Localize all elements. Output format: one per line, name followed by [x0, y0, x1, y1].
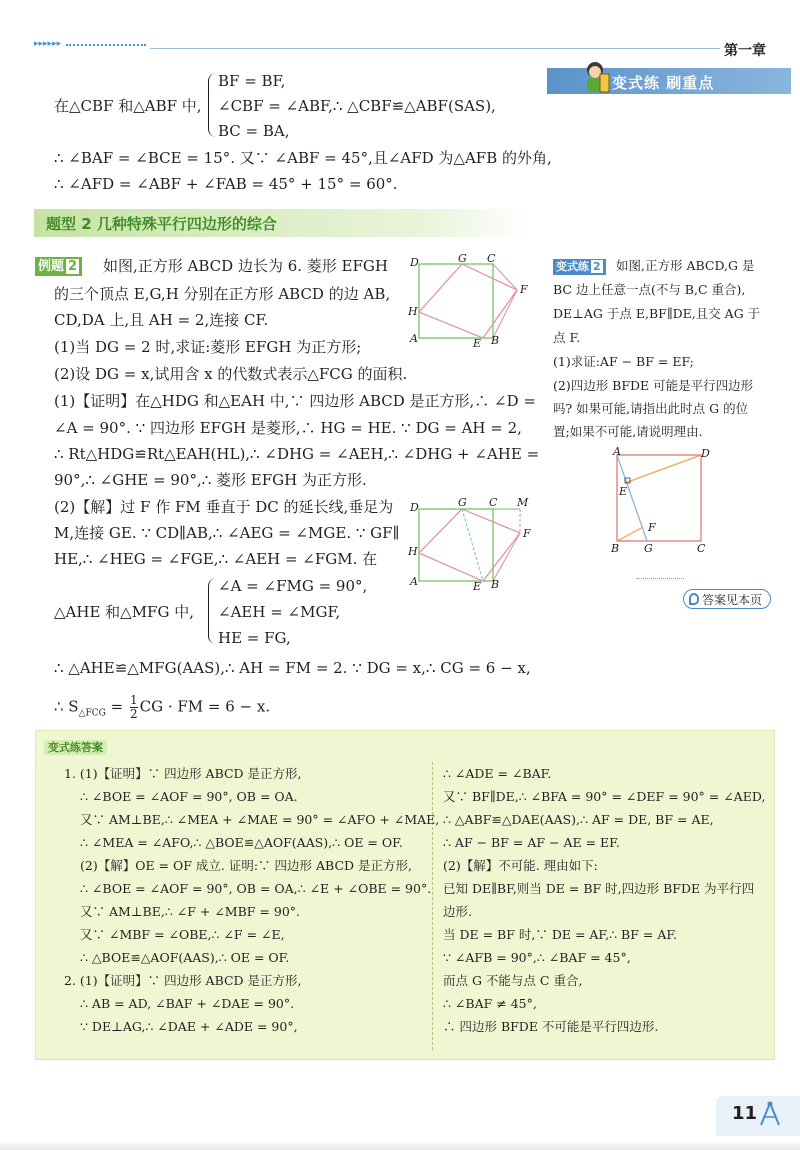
example-line: 的三个顶点 E,G,H 分别在正方形 ABCD 的边 AB,	[54, 285, 391, 303]
example-line: ∴ Rt△HDG≌Rt△EAH(HL),∴ ∠DHG = ∠AEH,∴ ∠DHG + ∠AHE =	[54, 445, 540, 463]
example-line: ∴ △AHE≌△MFG(AAS),∴ AH = FM = 2. ∵ DG = x,∴ CG = 6 − x,	[54, 659, 531, 677]
example-line: 90°,∴ ∠GHE = 90°,∴ 菱形 EFGH 为正方形.	[54, 471, 367, 489]
mascot-icon	[578, 58, 612, 96]
answer-right-line: (2)【解】不可能. 理由如下:	[443, 858, 598, 873]
figure-square-rhombus	[405, 252, 540, 347]
variant-line: 置;如果不可能,请说明理由.	[553, 424, 703, 439]
answer-right-line: ∴ AF − BF = AF − AE = EF.	[443, 835, 620, 850]
answer-right-line: ∵ ∠AFB = 90°,∴ ∠BAF = 45°,	[443, 950, 631, 965]
area-formula: ∴ $S_{\triangle FCG}$ = $\frac{1}{2}$ CG · FM = 6 − x.	[54, 693, 271, 721]
answer-left-line: ∴ △BOE≌△AOF(AAS),∴ OE = OF.	[80, 950, 290, 965]
answer-right-line: ∴ △ABF≌△DAE(AAS),∴ AF = DE, BF = AE,	[443, 812, 714, 827]
answer-left-line: ∵ DE⊥AG,∴ ∠DAE + ∠ADE = 90°,	[80, 1019, 298, 1034]
example-line: (2)设 DG = x,试用含 x 的代数式表示△FCG 的面积.	[54, 365, 408, 383]
example-line: (1)【证明】在△HDG 和△EAH 中,∵ 四边形 ABCD 是正方形,∴ ∠D =	[54, 392, 536, 410]
answer-left-line: ∴ ∠BOE = ∠AOF = 90°, OB = OA,∴ ∠E + ∠OBE = 90°.	[80, 881, 432, 896]
label: H	[408, 545, 418, 558]
variant-line: DE⊥AG 于点 E,BF∥DE,且交 AG 于	[553, 306, 761, 321]
label: C	[697, 542, 706, 555]
chapter-title: 第一章	[724, 43, 766, 59]
label: C	[487, 252, 496, 265]
label: G	[458, 496, 467, 509]
intro-prefix: 在△CBF 和△ABF 中,	[54, 97, 202, 115]
variant-line: 如图,正方形 ABCD,G 是	[616, 258, 755, 273]
answer-left-line: ∴ ∠MEA = ∠AFO,∴ △BOE≌△AOF(AAS),∴ OE = OF.	[80, 835, 403, 850]
intro-line: ∴ ∠AFD = ∠ABF + ∠FAB = 45° + 15° = 60°.	[54, 175, 398, 193]
variant-line: (2)四边形 BFDE 可能是平行四边形	[553, 378, 754, 393]
page-edge-shadow	[0, 1140, 800, 1150]
brace-line: BF = BF,	[218, 72, 286, 90]
answer-left-line: 1. (1)【证明】∵ 四边形 ABCD 是正方形,	[64, 766, 302, 781]
dotted-rule	[636, 578, 684, 579]
answer-right-line: ∴ ∠BAF ≠ 45°,	[443, 996, 537, 1011]
variant-tag: 变式练 2	[553, 259, 606, 275]
answer-right-line: 已知 DE∥BF,则当 DE = BF 时,四边形 BFDE 为平行四	[443, 881, 755, 896]
figure-square-rhombus-fm	[405, 495, 540, 590]
label: M	[517, 496, 529, 509]
example-tag: 例题 2	[35, 257, 82, 276]
label: B	[491, 334, 500, 347]
label: E	[619, 485, 628, 498]
brace-line: ∠A = ∠FMG = 90°,	[218, 577, 368, 595]
brace-line: ∠CBF = ∠ABF,∴ △CBF≌△ABF(SAS),	[218, 97, 496, 115]
variant-line: (1)求证:AF − BF = EF;	[553, 354, 694, 369]
label: G	[644, 542, 653, 555]
variant-line: 吗? 如果可能,请指出此时点 G 的位	[553, 401, 749, 416]
label: D	[701, 447, 710, 460]
label: A	[613, 445, 621, 458]
answer-box-title: 变式练答案	[44, 740, 107, 755]
brace	[208, 73, 216, 137]
answer-left-line: 又∵ AM⊥BE,∴ ∠F + ∠MBF = 90°.	[80, 904, 301, 919]
label: B	[491, 578, 500, 590]
label: F	[520, 283, 528, 296]
answer-right-line: 边形.	[443, 904, 472, 919]
side-banner-title: 变式练 刷重点	[612, 74, 715, 92]
answer-left-line: 又∵ AM⊥BE,∴ ∠MEA + ∠MAE = 90° = ∠AFO + ∠MAE,	[80, 812, 440, 827]
answer-left-line: 又∵ ∠MBF = ∠OBE,∴ ∠F = ∠E,	[80, 927, 285, 942]
answer-left-line: ∴ AB = AD, ∠BAF + ∠DAE = 90°.	[80, 996, 295, 1011]
label: B	[611, 542, 620, 555]
example-line: CD,DA 上,且 AH = 2,连接 CF.	[54, 311, 269, 329]
variant-line: BC 边上任意一点(不与 B,C 重合),	[553, 282, 746, 297]
label: A	[410, 332, 418, 345]
label: A	[410, 575, 418, 588]
label: F	[648, 521, 656, 534]
answer-right-line: 当 DE = BF 时,∵ DE = AF,∴ BF = AF.	[443, 927, 678, 942]
brace	[208, 578, 216, 644]
brace2-prefix: △AHE 和△MFG 中,	[54, 603, 194, 621]
label: D	[410, 501, 419, 514]
brace-line: HE = FG,	[218, 629, 291, 647]
answer-link-tag[interactable]: 答案见本页	[683, 589, 771, 609]
example-line: M,连接 GE. ∵ CD∥AB,∴ ∠AEG = ∠MGE. ∵ GF∥	[54, 524, 400, 542]
example-line: (2)【解】过 F 作 FM 垂直于 DC 的延长线,垂足为	[54, 498, 394, 516]
example-line: (1)当 DG = 2 时,求证:菱形 EFGH 为正方形;	[54, 338, 362, 356]
label: C	[489, 496, 498, 509]
header-dotted-rule	[66, 44, 146, 46]
section-title: 题型 2 几种特殊平行四边形的综合	[46, 215, 277, 233]
figure-square-ag	[605, 445, 715, 557]
variant-line: 点 F.	[553, 330, 581, 345]
label: F	[523, 527, 531, 540]
answer-right-line: 又∵ BF∥DE,∴ ∠BFA = 90° = ∠DEF = 90° = ∠AED,	[443, 789, 766, 804]
example-line: HE,∴ ∠HEG = ∠FGE,∴ ∠AEH = ∠FGM. 在	[54, 550, 378, 568]
answer-right-line: ∴ 四边形 BFDE 不可能是平行四边形.	[443, 1019, 659, 1034]
label: H	[408, 305, 418, 318]
answer-left-line: 2. (1)【证明】∵ 四边形 ABCD 是正方形,	[64, 973, 302, 988]
page-number: 11	[732, 1103, 758, 1124]
key-icon	[689, 593, 699, 605]
answer-right-line: 而点 G 不能与点 C 重合,	[443, 973, 583, 988]
brace-line: ∠AEH = ∠MGF,	[218, 603, 341, 621]
header-rule	[150, 48, 720, 49]
label: D	[410, 256, 419, 269]
answer-left-line: ∴ ∠BOE = ∠AOF = 90°, OB = OA.	[80, 789, 298, 804]
label: E	[473, 580, 482, 590]
brace-line: BC = BA,	[218, 122, 290, 140]
label: E	[473, 337, 482, 347]
answer-right-line: ∴ ∠ADE = ∠BAF.	[443, 766, 552, 781]
answer-divider	[432, 762, 433, 1050]
label: G	[458, 252, 467, 265]
intro-line: ∴ ∠BAF = ∠BCE = 15°. 又∵ ∠ABF = 45°,且∠AFD 为△AFB 的外角,	[54, 149, 552, 167]
answer-left-line: (2)【解】OE = OF 成立. 证明:∵ 四边形 ABCD 是正方形,	[80, 858, 412, 873]
compass-icon	[756, 1100, 784, 1128]
example-line: 如图,正方形 ABCD 边长为 6. 菱形 EFGH	[103, 257, 388, 275]
example-line: ∠A = 90°. ∵ 四边形 EFGH 是菱形,∴ HG = HE. ∵ DG = AH = 2,	[54, 419, 522, 437]
header-arrows: ▸▸▸▸▸▸	[34, 39, 62, 49]
